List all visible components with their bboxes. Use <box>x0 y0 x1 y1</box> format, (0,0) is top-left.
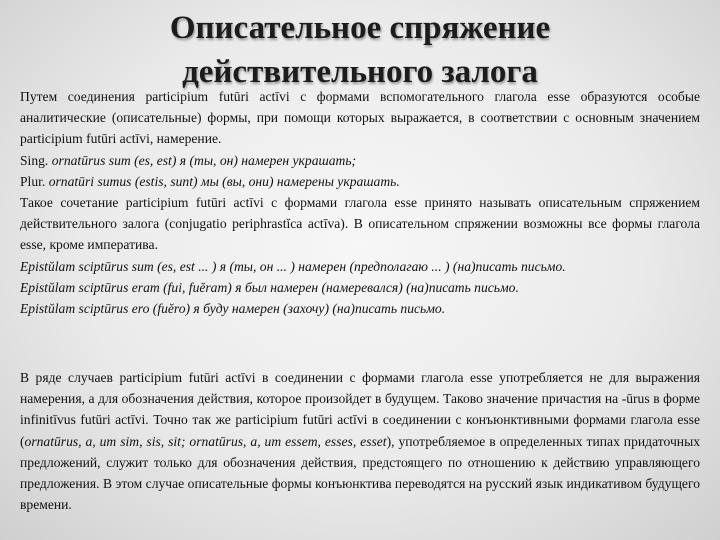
plural-example <box>20 171 700 192</box>
definition-paragraph: Такое сочетание participium futūri actīvi с формами глагола esse принято называть описательным спряжением действительного залога (conjugatio periphrastĭca actīva). В описательном спряжении возможны все формы глагола esse, кроме императива. <box>20 195 700 253</box>
title-line-1: Описательное спряжение <box>169 10 551 46</box>
title-line-2: действительного залога <box>182 54 538 90</box>
example-sentence-1: Epistŭlam sciptūrus sum (es, est ... ) я (ты, он ... ) намерен (предполагаю ... ) (на)писать письмо. <box>20 258 566 274</box>
text-block-main <box>20 86 700 319</box>
future-text-2: ), употребляемое в определенных типах придаточных предложений, служит только для обозначения действия, предстоящего по отношению к действию управляющего предложения. В этом случае описательные формы конъюнктива переводятся на русский язык индикативом будущего времени. <box>20 433 700 513</box>
slide-title <box>0 6 720 94</box>
intro-paragraph: Путем соединения participium futūri actīvi с формами вспомогательного глагола esse образуются особые аналитические (описательные) формы, при помощи которых выражается, в соответствии с основным значением participium futūri actīvi, намерение. <box>20 89 700 147</box>
text-block-future <box>20 367 700 515</box>
singular-forms: ornatūrus sum (es, est) я (ты, он) намерен украшать; <box>51 152 357 168</box>
singular-label: Sing. <box>20 152 49 168</box>
plural-forms: ornatūri sumus (estis, sunt) мы (вы, они) намерены украшать. <box>48 173 400 189</box>
example-sentence-3: Epistŭlam sciptūrus ero (fuĕro) я буду намерен (захочу) (на)писать письмо. <box>20 301 446 317</box>
subjunctive-forms: ornatūrus, a, um sim, sis, sit; ornatūrus, a, um essem, esses, esset <box>24 433 387 449</box>
example-sentence-2: Epistŭlam sciptūrus eram (fui, fuĕram) я был намерен (намеревался) (на)писать письмо. <box>20 279 519 295</box>
future-text-1: В ряде случаев participium futūri actīvi в соединении с формами глагола esse употребляется не для выражения намерения, а для обозначения действия, которое произойдет в будущем. Таково значение причастия на -ūrus в форме infinitīvus futūri actīvi. Точно так же participium futūri actīvi в соединении с конъюнктивными формами глагола esse ( <box>20 370 700 449</box>
future-usage-paragraph <box>20 367 700 515</box>
plural-label: Plur. <box>20 173 46 189</box>
singular-example <box>20 150 700 171</box>
